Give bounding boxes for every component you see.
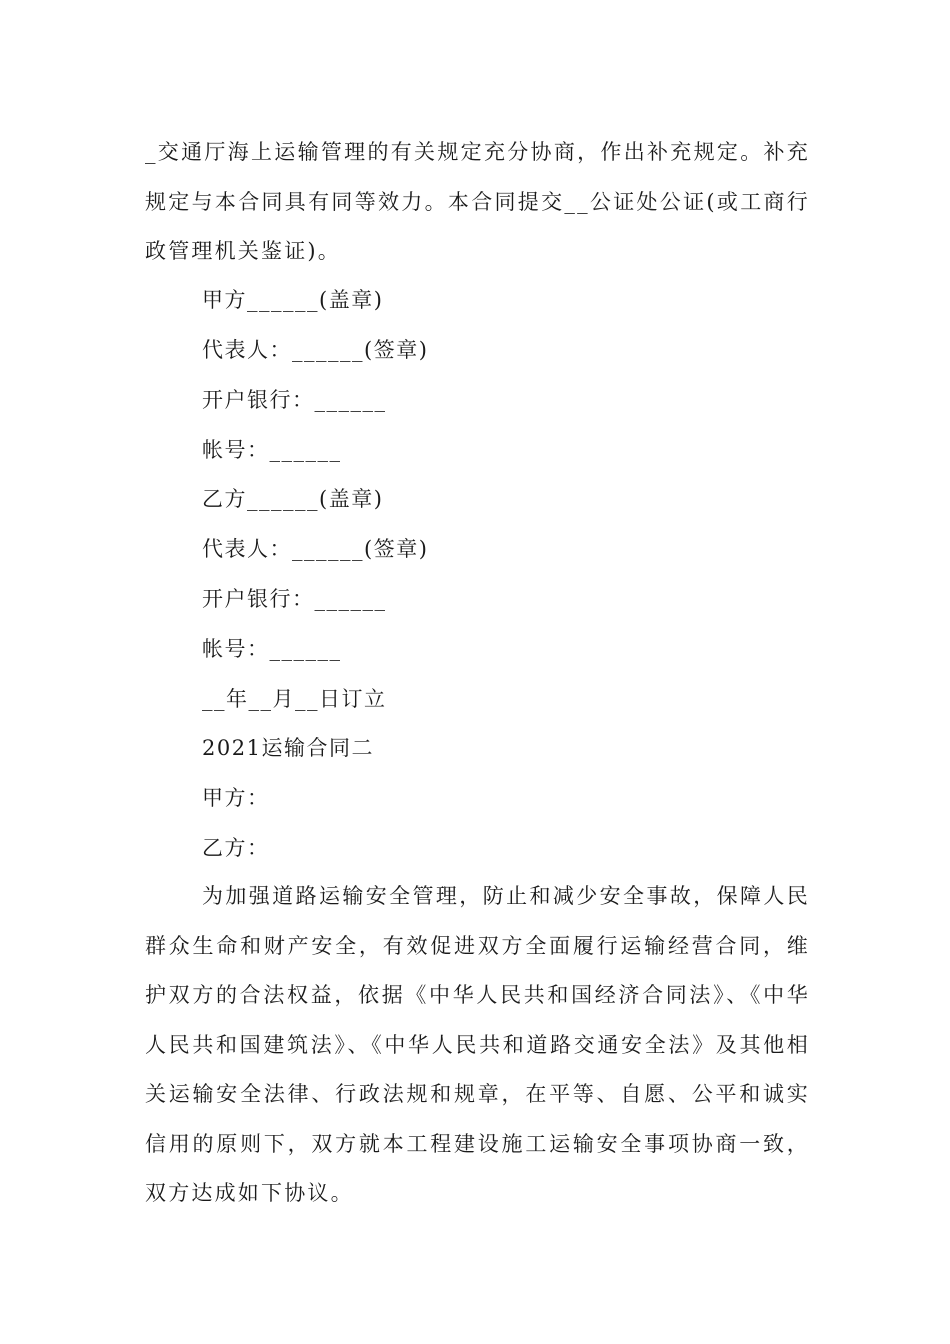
party-a-label: 甲方：	[202, 786, 270, 810]
party-b-seal-line: 乙方______(盖章)	[202, 487, 384, 511]
signing-date-line: __年__月__日订立	[202, 687, 387, 711]
preamble-paragraph: 为加强道路运输安全管理，防止和减少安全事故，保障人民群众生命和财产安全，有效促进双方全面履行运输经营合同，维护双方的合法权益，依据《中华人民共和国经济合同法》、《中华人民共和国建筑法》、《中华人民共和道路交通安全法》及其他相关运输安全法律、行政法规和规章，在平等、自愿、公平和诚实信用的原则下，双方就本工程建设施工运输安全事项协商一致，双方达成如下协议。	[145, 884, 810, 1205]
party-a-representative-line: 代表人：______(签章)	[202, 338, 429, 362]
party-b-account-line: 帐号：______	[202, 637, 342, 661]
party-b-representative-line: 代表人：______(签章)	[202, 537, 429, 561]
section-title: 2021运输合同二	[202, 736, 374, 760]
party-a-seal-line: 甲方______(盖章)	[202, 288, 384, 312]
continuation-paragraph: _交通厅海上运输管理的有关规定充分协商，作出补充规定。补充规定与本合同具有同等效力。本合同提交__公证处公证(或工商行政管理机关鉴证)。	[145, 140, 810, 263]
party-b-bank-line: 开户银行：______	[202, 587, 387, 611]
party-b-label: 乙方：	[202, 836, 270, 860]
party-a-bank-line: 开户银行：______	[202, 388, 387, 412]
party-a-account-line: 帐号：______	[202, 438, 342, 462]
